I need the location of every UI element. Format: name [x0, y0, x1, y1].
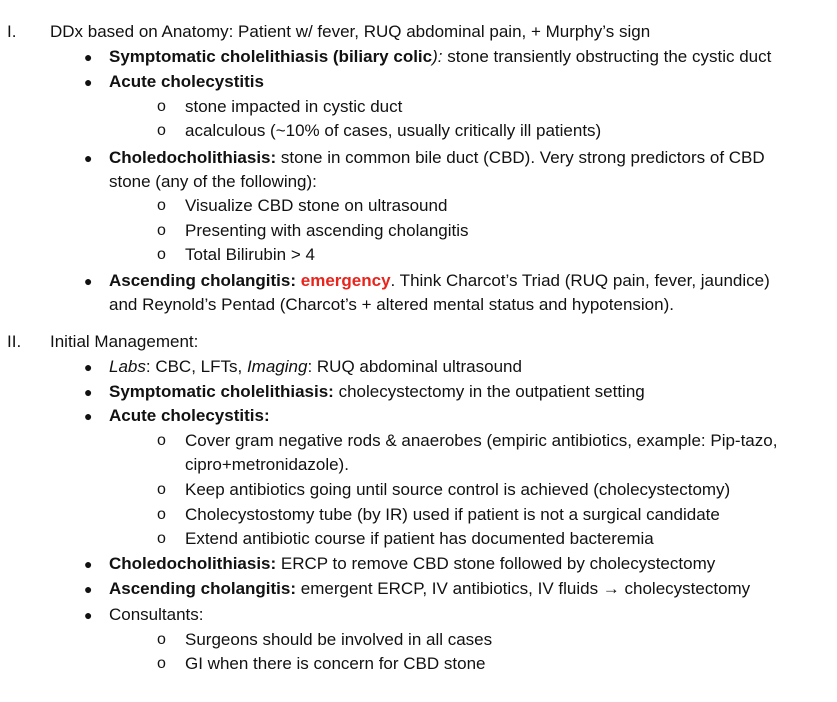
sub-bullet-icon: o	[157, 481, 166, 498]
acute-mgmt-item	[109, 406, 270, 426]
list-item: Cholecystostomy tube (by IR) used if patient is not a surgical candidate	[185, 505, 720, 524]
choledocho-mgmt-item	[109, 554, 715, 574]
sub-bullet-icon: o	[157, 432, 166, 449]
list-item: acalculous (~10% of cases, usually critically ill patients)	[185, 121, 602, 140]
list-item: stone impacted in cystic duct	[185, 97, 403, 116]
bullet-icon: ●	[84, 49, 93, 65]
list-item: Visualize CBD stone on ultrasound	[185, 196, 448, 215]
list-item: Surgeons should be involved in all cases	[185, 630, 493, 649]
acute-cholecystitis-title: Acute cholecystitis	[109, 72, 264, 91]
bullet-icon: ●	[84, 556, 93, 572]
imaging-text: : RUQ abdominal ultrasound	[307, 357, 522, 376]
sub-bullet-icon: o	[157, 655, 166, 672]
cholangitis-mgmt-title: Ascending cholangitis:	[109, 579, 297, 598]
list-item: Total Bilirubin > 4	[185, 245, 315, 264]
list-item: GI when there is concern for CBD stone	[185, 654, 486, 673]
sub-bullet-icon: o	[157, 122, 166, 139]
symptomatic-mgmt-text: cholecystectomy in the outpatient setting	[333, 382, 645, 401]
biliary-colic-title: Symptomatic cholelithiasis (biliary colic	[109, 47, 433, 66]
ascending-cholangitis-item	[109, 271, 770, 291]
list-item: Presenting with ascending cholangitis	[185, 221, 469, 240]
list-item: Keep antibiotics going until source control is achieved (cholecystectomy)	[185, 480, 731, 499]
sub-bullet-icon: o	[157, 631, 166, 648]
labs-item	[109, 357, 522, 377]
bullet-icon: ●	[84, 150, 93, 166]
cholangitis-mgmt-item	[109, 579, 750, 599]
cholangitis-mgmt-text: emergent ERCP, IV antibiotics, IV fluids → cholecystectomy	[296, 579, 751, 598]
sub-bullet-icon: o	[157, 246, 166, 263]
bullet-icon: ●	[84, 359, 93, 375]
section-2-heading: Initial Management:	[50, 332, 199, 351]
acute-cholecystitis-item	[109, 72, 264, 92]
sub-bullet-icon: o	[157, 98, 166, 115]
section-1-heading: DDx based on Anatomy: Patient w/ fever, RUQ abdominal pain, + Murphy’s sign	[50, 22, 651, 41]
biliary-colic-title-end: ):	[432, 47, 443, 66]
imaging-label: Imaging	[246, 357, 308, 376]
list-item: Extend antibiotic course if patient has documented bacteremia	[185, 529, 654, 548]
bullet-icon: ●	[84, 607, 93, 623]
bullet-icon: ●	[84, 384, 93, 400]
consultants-title: Consultants:	[109, 605, 204, 624]
list-item-cont: cipro+metronidazole).	[185, 455, 349, 474]
bullet-icon: ●	[84, 74, 93, 90]
sub-bullet-icon: o	[157, 222, 166, 239]
acute-mgmt-title: Acute cholecystitis:	[109, 406, 270, 425]
list-item: Cover gram negative rods & anaerobes (empiric antibiotics, example: Pip-tazo,	[185, 431, 778, 450]
section-2-numeral: II.	[7, 332, 22, 351]
choledocho-mgmt-title: Choledocholithiasis:	[109, 554, 277, 573]
sub-bullet-icon: o	[157, 197, 166, 214]
symptomatic-mgmt-title: Symptomatic cholelithiasis:	[109, 382, 334, 401]
sub-bullet-icon: o	[157, 506, 166, 523]
symptomatic-mgmt-item	[109, 382, 645, 402]
labs-label: Labs	[109, 357, 146, 376]
bullet-icon: ●	[84, 273, 93, 289]
labs-text: : CBC, LFTs,	[145, 357, 247, 376]
choledocholithiasis-title: Choledocholithiasis:	[109, 148, 277, 167]
biliary-colic-text: stone transiently obstructing the cystic duct	[442, 47, 772, 66]
bullet-icon: ●	[84, 408, 93, 424]
section-1-numeral: I.	[7, 22, 17, 41]
ascending-cholangitis-title: Ascending cholangitis:	[109, 271, 297, 290]
biliary-colic-item	[109, 47, 771, 67]
choledocholithiasis-text: stone in common bile duct (CBD). Very strong predictors of CBD	[276, 148, 765, 167]
emergency-label: emergency	[300, 271, 391, 290]
choledocholithiasis-item	[109, 148, 765, 168]
bullet-icon: ●	[84, 581, 93, 597]
choledocholithiasis-text-cont: stone (any of the following):	[109, 172, 317, 191]
choledocho-mgmt-text: ERCP to remove CBD stone followed by cholecystectomy	[276, 554, 716, 573]
ascending-cholangitis-text: . Think Charcot’s Triad (RUQ pain, fever, jaundice)	[390, 271, 770, 290]
sub-bullet-icon: o	[157, 530, 166, 547]
ascending-cholangitis-text-cont: and Reynold’s Pentad (Charcot’s + altered mental status and hypotension).	[109, 295, 674, 314]
